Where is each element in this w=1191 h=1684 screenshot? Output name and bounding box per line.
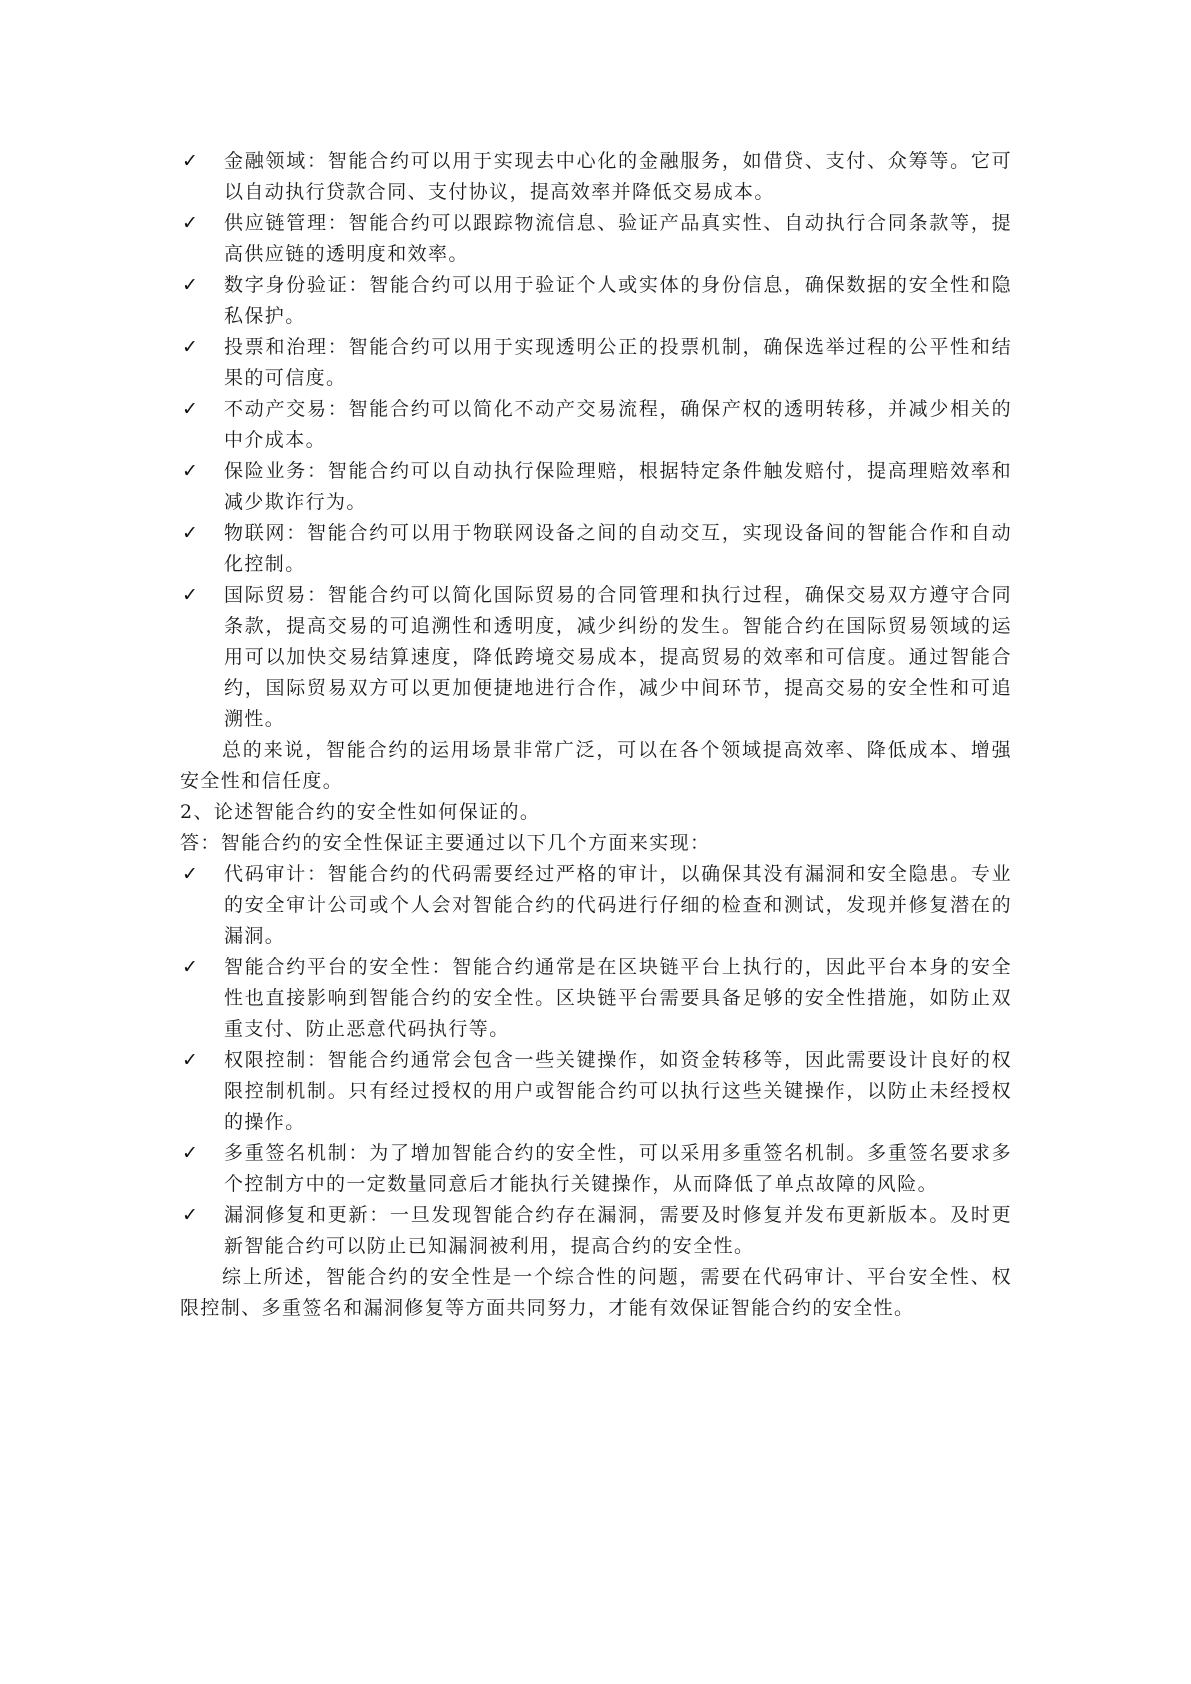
bullet-text: 代码审计：智能合约的代码需要经过严格的审计，以确保其没有漏洞和安全隐患。专业的安全审计公司或个人会对智能合约的代码进行仔细的检查和测试，发现并修复潜在的漏洞。	[224, 863, 1012, 947]
bullet-text: 国际贸易：智能合约可以简化国际贸易的合同管理和执行过程，确保交易双方遵守合同条款，提高交易的可追溯性和透明度，减少纠纷的发生。智能合约在国际贸易领域的运用可以加快交易结算速度，降低跨境交易成本，提高贸易的效率和可信度。通过智能合约，国际贸易双方可以更加便捷地进行合作，减少中间环节，提高交易的安全性和可追溯性。	[224, 584, 1012, 730]
summary-paragraph-2: 综上所述，智能合约的安全性是一个综合性的问题，需要在代码审计、平台安全性、权限控制、多重签名和漏洞修复等方面共同努力，才能有效保证智能合约的安全性。	[180, 1266, 1012, 1319]
checkmark-icon: ✓	[182, 150, 200, 172]
list-item	[180, 518, 1012, 580]
list-item	[180, 580, 1012, 735]
checkmark-icon: ✓	[182, 274, 200, 296]
checkmark-icon: ✓	[182, 956, 200, 978]
list-item	[180, 270, 1012, 332]
bullet-list-applications	[180, 146, 1012, 735]
checkmark-icon: ✓	[182, 584, 200, 606]
checkmark-icon: ✓	[182, 1204, 200, 1226]
list-item	[180, 1045, 1012, 1138]
list-item	[180, 332, 1012, 394]
list-item	[180, 952, 1012, 1045]
list-item	[180, 1138, 1012, 1200]
list-item	[180, 208, 1012, 270]
bullet-text: 保险业务：智能合约可以自动执行保险理赔，根据特定条件触发赔付，提高理赔效率和减少欺诈行为。	[224, 460, 1012, 513]
list-item	[180, 1200, 1012, 1262]
checkmark-icon: ✓	[182, 1049, 200, 1071]
bullet-text: 多重签名机制：为了增加智能合约的安全性，可以采用多重签名机制。多重签名要求多个控制方中的一定数量同意后才能执行关键操作，从而降低了单点故障的风险。	[224, 1142, 1012, 1195]
checkmark-icon: ✓	[182, 522, 200, 544]
bullet-text: 金融领域：智能合约可以用于实现去中心化的金融服务，如借贷、支付、众筹等。它可以自动执行贷款合同、支付协议，提高效率并降低交易成本。	[224, 150, 1012, 203]
checkmark-icon: ✓	[182, 212, 200, 234]
checkmark-icon: ✓	[182, 863, 200, 885]
checkmark-icon: ✓	[182, 336, 200, 358]
bullet-list-security	[180, 859, 1012, 1262]
checkmark-icon: ✓	[182, 460, 200, 482]
bullet-text: 不动产交易：智能合约可以简化不动产交易流程，确保产权的透明转移，并减少相关的中介成本。	[224, 398, 1012, 451]
bullet-text: 权限控制：智能合约通常会包含一些关键操作，如资金转移等，因此需要设计良好的权限控制机制。只有经过授权的用户或智能合约可以执行这些关键操作，以防止未经授权的操作。	[224, 1049, 1012, 1133]
document-page	[180, 146, 1012, 1324]
question-heading: 2、论述智能合约的安全性如何保证的。	[180, 801, 541, 823]
bullet-text: 供应链管理：智能合约可以跟踪物流信息、验证产品真实性、自动执行合同条款等，提高供应链的透明度和效率。	[224, 212, 1012, 265]
bullet-text: 智能合约平台的安全性：智能合约通常是在区块链平台上执行的，因此平台本身的安全性也直接影响到智能合约的安全性。区块链平台需要具备足够的安全性措施，如防止双重支付、防止恶意代码执行等。	[224, 956, 1012, 1040]
list-item	[180, 859, 1012, 952]
answer-intro: 答：智能合约的安全性保证主要通过以下几个方面来实现：	[180, 832, 711, 854]
list-item	[180, 146, 1012, 208]
bullet-text: 物联网：智能合约可以用于物联网设备之间的自动交互，实现设备间的智能合作和自动化控制。	[224, 522, 1012, 575]
bullet-text: 数字身份验证：智能合约可以用于验证个人或实体的身份信息，确保数据的安全性和隐私保护。	[224, 274, 1012, 327]
checkmark-icon: ✓	[182, 398, 200, 420]
bullet-text: 漏洞修复和更新：一旦发现智能合约存在漏洞，需要及时修复并发布更新版本。及时更新智能合约可以防止已知漏洞被利用，提高合约的安全性。	[224, 1204, 1012, 1257]
checkmark-icon: ✓	[182, 1142, 200, 1164]
bullet-text: 投票和治理：智能合约可以用于实现透明公正的投票机制，确保选举过程的公平性和结果的可信度。	[224, 336, 1012, 389]
list-item	[180, 394, 1012, 456]
summary-paragraph-1: 总的来说，智能合约的运用场景非常广泛，可以在各个领域提高效率、降低成本、增强安全性和信任度。	[180, 739, 1012, 792]
list-item	[180, 456, 1012, 518]
